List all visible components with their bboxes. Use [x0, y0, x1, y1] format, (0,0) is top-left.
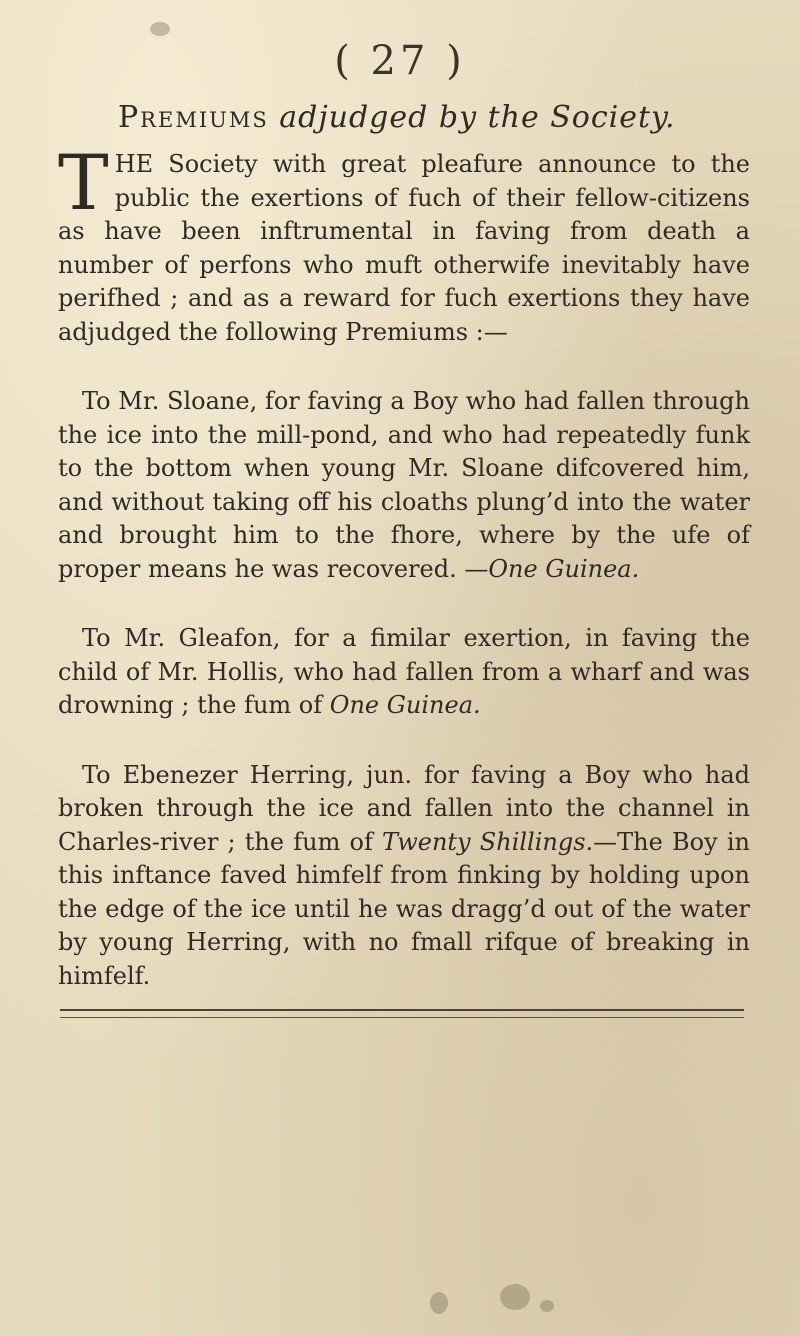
paragraph-herring-reward: Twenty Shillings.	[382, 827, 594, 856]
paragraph-herring-text-after: —The Boy in this inftance faved himfelf from finking by holding upon the edge of the ice until he was dragg’d out of the water by young Herring, with no fmall rifque of breaking in himfelf.	[58, 827, 750, 990]
heading-smallcaps: Premiums	[118, 100, 269, 135]
foxing-spot	[430, 1292, 448, 1314]
paragraph-intro-text: HE Society with great pleafure announce to the public the exertions of fuch of their fellow-citizens as have been inftrumental in faving from death a number of perfons who muft otherwife inevitably have perifhed ; and as a reward for fuch exertions they have adjudged the following Premiums :—	[58, 150, 750, 346]
paragraph-herring-text-before: To Ebenezer Herring, jun. for faving a Boy who had broken through the ice and fallen into the channel in Charles-river ; the fum of	[58, 760, 750, 856]
heading-italic: adjudged by the Society.	[279, 100, 676, 135]
body-text	[58, 138, 750, 993]
foxing-spot	[500, 1284, 530, 1310]
foxing-spot	[150, 22, 170, 36]
paragraph-sloane-text: To Mr. Sloane, for faving a Boy who had fallen through the ice into the mill-pond, and who had repeatedly funk to the bottom when young Mr. Sloane difcovered him, and without taking off his cloaths plung’d into the water and brought him to the fhore, where by the ufe of proper means he was recovered.	[58, 387, 750, 583]
section-divider	[60, 1009, 744, 1011]
page-number: ( 27 )	[334, 38, 466, 84]
foxing-spot	[540, 1300, 554, 1312]
paragraph-intro	[58, 138, 750, 349]
drop-cap: T	[58, 138, 109, 227]
paragraph-sloane	[58, 385, 750, 586]
paragraph-gleason	[58, 622, 750, 723]
section-divider-thin	[60, 1017, 744, 1018]
paragraph-gleason-text: To Mr. Gleafon, for a fimilar exertion, in faving the child of Mr. Hollis, who had fallen from a wharf and was drowning ; the fum of	[58, 624, 750, 719]
paragraph-gleason-reward: One Guinea.	[329, 691, 481, 719]
paragraph-herring	[58, 759, 750, 994]
paragraph-sloane-reward: —One Guinea.	[464, 554, 640, 583]
page-heading	[118, 100, 676, 135]
